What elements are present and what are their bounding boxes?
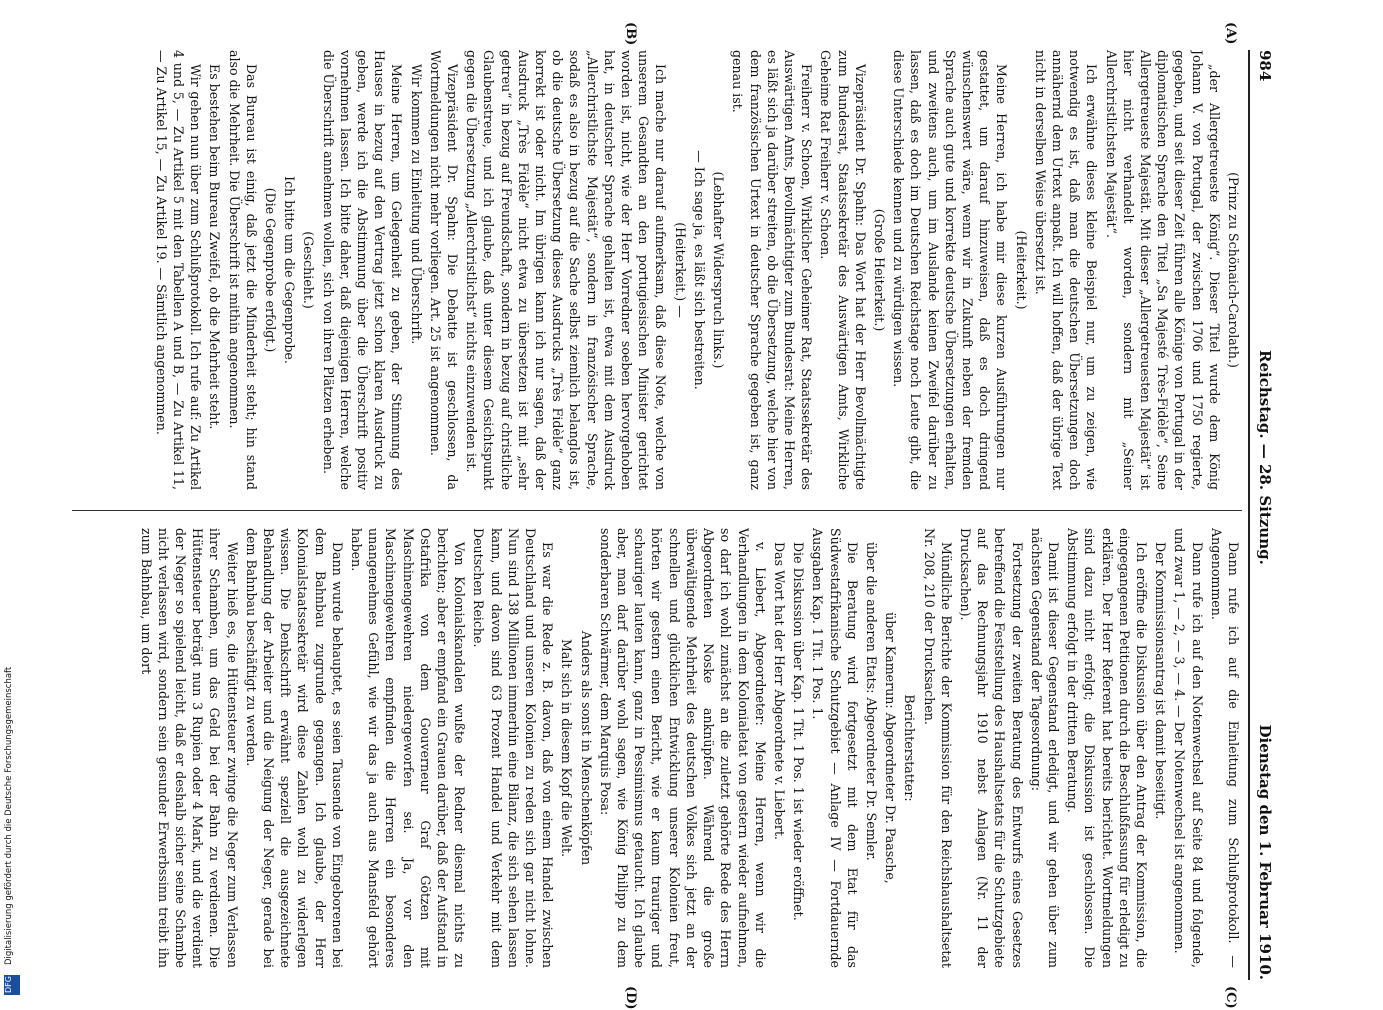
paragraph: Vizepräsident Dr. Spahn: Die Debatte ist geschlossen, da Wortmeldungen nicht mehr vorliegen. Art. 25 ist angenommen. <box>427 50 461 490</box>
paragraph: — Ich sage ja, es läßt sich bestreiten. <box>691 150 707 390</box>
paragraph: Damit ist dieser Gegenstand erledigt, und wir gehen über zum nächsten Gegenstand der Tagesordnung: <box>1028 528 1061 968</box>
paragraph: Berichterstatter: <box>902 694 918 802</box>
paragraph: Wir gehen nun über zum Schlußprotokoll. Ich rufe auf: Zu Artikel 4 und 5, — Zu Artikel 5 mit den Tabellen A und B, — Zu Artikel 11, — Zu Artikel 15, — Zu Artikel 19. — Sämtlich angenommen. <box>153 50 204 490</box>
paragraph: Die Beratung wird fortgesetzt mit dem Etat für das Südwestafrikanische Schutzgebiet — Anlage IV — Fortdauernde Ausgaben Kap. 1 Tit. 1 Pos. 1. <box>810 528 860 968</box>
paragraph: Wir kommen zu Einleitung und Überschrift. <box>408 64 424 345</box>
paragraph: Meine Herren, um Gelegenheit zu geben, der Stimmung des Hauses in bezug auf den Vertrag jetzt schon klaren Ausdruck zu geben, werde ich die Abstimmung über die Überschrift positiv vornehmen lassen. Ich bitte daher, daß diejenigen Herren, welche die Überschrift annehmen wollen, sich von ihren Plätzen erheben. <box>320 50 405 490</box>
paragraph: Vizepräsident Dr. Spahn: Das Wort hat der Herr Bevollmächtigte zum Bundesrat, Staatssekretär des Auswärtigen Amts, Wirkliche Geheime Rat Freiherr v. Schoen. <box>818 50 868 490</box>
paragraph: Dann rufe ich auf die Einleitung zum Schlußprotokoll. — Angenommen. <box>1208 528 1241 968</box>
paragraph: Weiter hieß es, die Hüttensteuer zwinge die Neger zum Verlassen ihrer Schamben, um das Geld bei der Bahn zu verdienen. Die Hüttensteuer beträgt nun 3 Rupien oder 4 Mark, und die verdient der Neger so spielend leicht, daß er deshalb sicher seine Schambe nicht verlassen wird, sondern sein gesunder Erwerbssinn treibt ihn zum Bahnbau, um dort <box>138 528 240 968</box>
session-date: Dienstag den 1. Februar 1910. <box>1256 724 1274 980</box>
session-title: Reichstag. — 28. Sitzung. <box>1256 350 1274 565</box>
paragraph: Ich erwähne dieses kleine Beispiel nur, um zu zeigen, wie notwendig es ist, daß man die deutschen Übersetzungen doch annähernd dem Urtext anpaßt. Ich will hoffen, daß der übrige Text nicht in derselben Weise übersetzt ist. <box>1032 50 1100 490</box>
paragraph: Das Bureau ist einig, daß jetzt die Minderheit steht; hin stand also die Mehrheit. Die Überschrift ist mithin angenommen. <box>226 50 259 490</box>
paragraph: Von Kolonialskandalen wußte der Redner diesmal nichts zu berichten; aber er empfand ein Grauen darüber, daß der Aufstand in Ostafrika von dem Gouverneur Graf Götzen mit Maschinengewehren niedergeworfen sei. Ja, vor den Maschinengewehren empfinden die Herren ein besonderes unangenehmes Gefühl, wie wir das ja auch aus Mansfeld gehört haben. <box>349 528 468 968</box>
margin-marker-c: (C) <box>1223 986 1238 1009</box>
paragraph: Die Diskussion über Kap. 1 Tit. 1 Pos. 1 ist wieder eröffnet. <box>791 542 807 921</box>
paragraph: (Geschieht.) <box>301 231 317 309</box>
paragraph: über Kamerun: Abgeordneter Dr. Paasche, <box>883 612 899 884</box>
margin-marker-b: (B) <box>623 22 638 46</box>
paragraph: Dann rufe ich auf den Notenwechsel auf Seite 84 und folgende, und zwar 1, — 2, — 3, — 4. — Der Notenwechsel ist angenommen. <box>1172 528 1205 968</box>
paragraph: Es war die Rede z. B. davon, daß von einem Handel zwischen Deutschland und unseren Kolonien zu reden sich gar nicht lohne. Nun sind 138 Millionen immerhin eine Bilanz, die sich sehen lassen kann, und davon sind 63 Prozent Handel und Verkehr mit dem Deutschen Reiche. <box>471 528 556 968</box>
paragraph: Das Wort hat der Herr Abgeordnete v. Liebert. <box>771 542 787 841</box>
paragraph: (Prinz zu Schönaich-Carolath.) <box>1226 172 1241 368</box>
paragraph: v. Liebert, Abgeordneter: Meine Herren, wenn wir die Verhandlungen in dem Kolonialetat von gestern wieder aufnehmen, so darf ich wohl zunächst an die zuletzt gehörte Rede des Herrn Abgeordneten Noske anknüpfen. Während die große überwältigende Mehrheit des deutschen Volkes sich jetzt an der schnellen und glücklichen Entwicklung unserer Kolonien freut, hörten wir gestern einen Bericht, wie er kaum trauriger und schauriger lauten kann, ganz in Pessimismus getaucht. Ich glaube aber, man darf darüber wohl sagen, wie König Philipp zu dem sonderbaren Schwärmer, dem Marquis Posa: <box>597 528 768 968</box>
margin-marker-d: (D) <box>623 986 638 1010</box>
paragraph: Ich bitte um die Gegenprobe. <box>282 176 298 364</box>
margin-marker-a: (A) <box>1223 22 1238 45</box>
paragraph: Ich mache nur darauf aufmerksam, daß diese Note, welche von unserem Gesandten an den portugiesischen Minister gerichtet worden ist, nicht, wie der Herr Vorredner soeben hervorgehoben hat, in deutscher Sprache gehalten ist, etwa mit dem Ausdruck „Allerchristlichste Majestät“, sondern in französischer Sprache, sodaß es also in bezug auf die Sache selbst ziemlich belanglos ist, ob die deutsche Übersetzung dieses Ausdrucks „Très Fidèle“ ganz korrekt ist oder nicht. Im übrigen kann ich nur sagen, daß der Ausdruck „Très Fidèle“ nicht etwa zu übersetzen ist mit „sehr getreu“ in bezug auf Freundschaft, sondern in bezug auf christliche Glaubenstreue, und ich glaube, daß unter diesem Gesichtspunkt gegen die Übersetzung „Allerchristlichst“ nichts einzuwenden ist. <box>464 50 669 490</box>
paragraph: (Heiterkeit.) — <box>672 222 688 318</box>
paragraph: Meine Herren, ich habe mir diese kurzen Ausführungen nur gestattet, um darauf hinzuweisen, daß es doch dringend wünschenswert wäre, wenn wir in Zukunft neben der fremden Sprache auch gute und korrekte deutsche Übersetzungen erhalten, und zweitens auch, um im Auslande keinen Zweifel darüber zu lassen, daß es doch im Deutschen Reichstage noch Leute gibt, die diese Unterschiede kennen und zu würdigen wissen. <box>891 50 1010 490</box>
paragraph: „der Allergetreueste König“. Dieser Titel wurde dem König Johann V. von Portugal, der zwischen 1706 und 1750 regierte, gegeben, und seit dieser Zeit führen alle Könige von Portugal in der diplomatischen Sprache den Titel „Sa Majesté Très-Fidèle“, Seine Allergetreueste Majestät. Mit dieser „Allergetreuesten Majestät“ ist hier nicht verhandelt worden, sondern mit „Seiner Allerchristlichsten Majestät“. <box>1103 50 1222 490</box>
page-header <box>1248 50 1278 980</box>
dfg-logo: DFG <box>4 975 20 995</box>
paragraph: Malt sich in diesem Kopf die Welt. <box>559 638 575 858</box>
rotated-document-page <box>68 22 1278 1010</box>
page-number: 984 <box>1256 50 1274 82</box>
paragraph: Es bestehen beim Bureau Zweifel, ob die Mehrheit steht. <box>207 64 223 430</box>
paragraph: (Die Gegenprobe erfolgt.) <box>263 187 279 353</box>
right-text-column <box>62 528 1242 968</box>
left-text-column <box>62 50 1242 490</box>
column-divider <box>72 510 1242 511</box>
paragraph: Mündliche Berichte der Kommission für den Reichshaushaltsetat Nr. 208, 210 der Drucksachen. <box>921 528 954 968</box>
paragraph: über die anderen Etats: Abgeordneter Dr. Semler. <box>863 542 879 861</box>
paragraph: Fortsetzung der zweiten Beratung des Entwurfs eines Gesetzes betreffend die Feststellung des Haushaltsetats für die Schutzgebiete auf das Rechnungsjahr 1910 nebst Anlagen (Nr. 11 der Drucksachen). <box>957 528 1025 968</box>
paragraph: Anders als sonst in Menschenköpfen <box>578 630 594 866</box>
paragraph: Der Kommissionsantrag ist damit beseitigt. <box>1153 542 1169 820</box>
digitization-credit: Digitalisierung gefördert durch die Deutsche Forschungsgemeinschaft <box>4 666 14 965</box>
paragraph: Dann wurde behauptet, es seien Tausende von Eingeborenen bei dem Bahnbau zugrunde gegangen. Ich glaube, der Herr Kolonialstaatssekretär wird diese Zahlen wohl zu widerlegen wissen. Die Denkschrift erwähnt speziell die ausgezeichnete Behandlung der Arbeiter und die Neigung der Neger, gerade bei dem Bahnbau beschäftigt zu werden. <box>243 528 345 968</box>
paragraph: (Heiterkeit.) <box>1013 230 1029 310</box>
paragraph: (Lebhafter Widerspruch links.) <box>711 171 727 369</box>
paragraph: (Große Heiterkeit.) <box>871 208 887 332</box>
paragraph: Freiherr v. Schoen, Wirklicher Geheimer Rat, Staatssekretär des Auswärtigen Amts, Bevollmächtigter zum Bundesrat: Meine Herren, es läßt sich ja darüber streiten, ob die Übersetzung, welche hier von dem französischen Urtext in deutscher Sprache gegeben ist, ganz genau ist. <box>730 50 815 490</box>
paragraph: Ich eröffne die Diskussion über den Antrag der Kommission, die eingegangenen Petitionen durch die Beschlußfassung für erledigt zu erklären. Der Herr Referent hat bereits berichtet. Wortmeldungen sind dazu nicht erfolgt; die Diskussion ist geschlossen. Die Abstimmung erfolgt in der dritten Beratung. <box>1065 528 1149 968</box>
